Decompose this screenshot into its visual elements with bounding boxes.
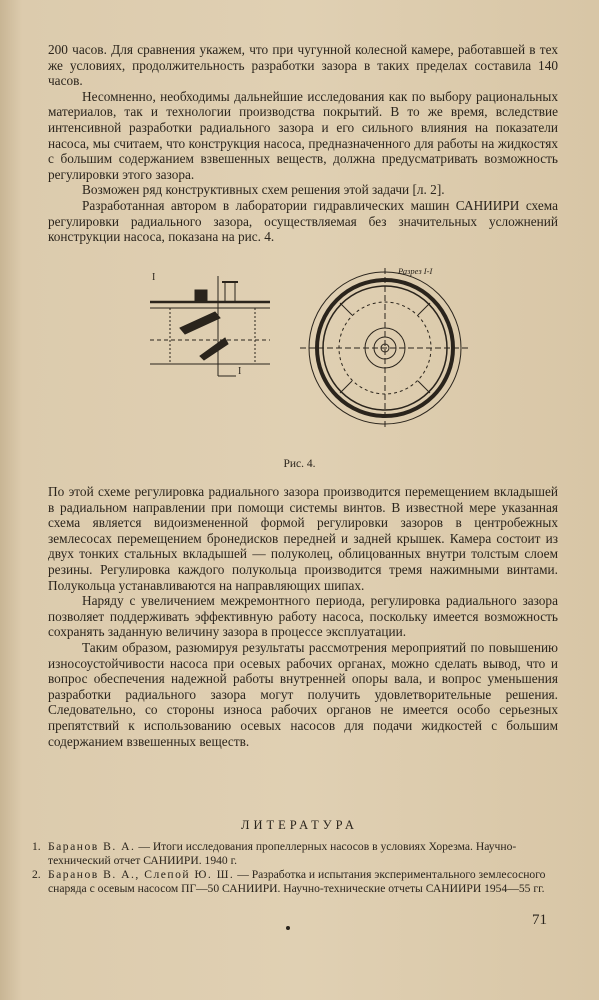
figure-caption: Рис. 4. xyxy=(283,458,316,470)
paragraph: Таким образом, разюмируя результаты рассмотрения мероприятий по повышению износоустойчивости насоса при осевых рабочих органах, можно сделать вывод, что и вопрос обеспечения надежной работы внутренней опоры вала, и вопрос уменьшения разработки радиального зазора могут получить удовлетворительные решения. Следовательно, со стороны износа рабочих органов не имеется особо серьезных препятствий к использованию осевых насосов для подачи жидкостей с большим содержанием взвешенных веществ. xyxy=(48,639,558,749)
reference-author: Баранов В. А. xyxy=(48,840,136,853)
paragraph: По этой схеме регулировка радиального зазора производится перемещением вкладышей в радиальном направлении при помощи системы винтов. В известной мере указанная схема является видоизмененной формой регулировки зазоров в центробежных землесосах перемещением бронедисков передней и задней крышек. Камера состоит из двух тонких стальных вкладышей — полуколец, облицованных внутри толстым слоем резины. Регулировка каждого полукольца производится тремя нажимными винтами. Полукольца устанавливаются на направляющих шипах. xyxy=(48,484,558,593)
print-dot xyxy=(286,926,290,930)
paragraph: Несомненно, необходимы дальнейшие исследования как по выбору рациональных материалов, так и технологии производства покрытий. В то же время, вследствие интенсивной разработки радиального зазора и его сильного влияния на показатели насоса, мы считаем, что конструкция насоса, предназначенного для работы на жидкостях с большим содержанием взвешенных веществ, должна предусматривать возможность регулировки этого зазора. xyxy=(48,88,558,182)
figure-4-drawing xyxy=(140,268,470,428)
reference-number: 1. xyxy=(32,840,41,853)
paragraph: 200 часов. Для сравнения укажем, что при чугунной колесной камере, работавшей в тех же условиях, продолжительность разработки зазора в таких пределах составила 140 часов. xyxy=(48,42,558,89)
reference-item xyxy=(32,840,558,867)
reference-author: Баранов В. А., Слепой Ю. Ш. xyxy=(48,868,235,882)
paragraph: Возможен ряд конструктивных схем решения этой задачи [л. 2]. xyxy=(82,182,445,198)
section-marker-bottom: I xyxy=(238,366,242,377)
section-marker-top: I xyxy=(152,272,156,283)
page-number: 71 xyxy=(532,912,547,928)
literature-heading: ЛИТЕРАТУРА xyxy=(241,818,358,832)
reference-list xyxy=(32,840,558,896)
reference-number: 2. xyxy=(32,868,41,882)
side-section-view xyxy=(150,276,270,376)
paragraph: Наряду с увеличением межремонтного периода, регулировка радиального зазора позволяет поддерживать эффективную работу насоса, поскольку имеется возможность сохранять заданную величину зазора в процессе эксплуатации. xyxy=(48,593,558,640)
text-block-middle xyxy=(48,484,558,749)
text-block-top xyxy=(48,42,558,245)
reference-text: — Разработка и испытания экспериментального землесосного снаряда с осевым насосом ПГ—50 САНИИРИ. Научно-технические отчеты САНИИРИ 1954—55 гг. xyxy=(48,868,546,895)
paragraph: Разработанная автором в лаборатории гидравлических машин САНИИРИ схема регулировки радиального зазора, осуществляемая без значительных усложнений конструкции насоса, показана на рис. 4. xyxy=(48,197,558,245)
cross-section-view xyxy=(300,268,470,428)
section-label: Разрез I-I xyxy=(398,268,433,276)
reference-item xyxy=(32,868,558,895)
reference-text: — Итоги исследования пропеллерных насосов в условиях Хорезма. Научно-технический отчет САНИИРИ. 1940 г. xyxy=(48,840,517,867)
